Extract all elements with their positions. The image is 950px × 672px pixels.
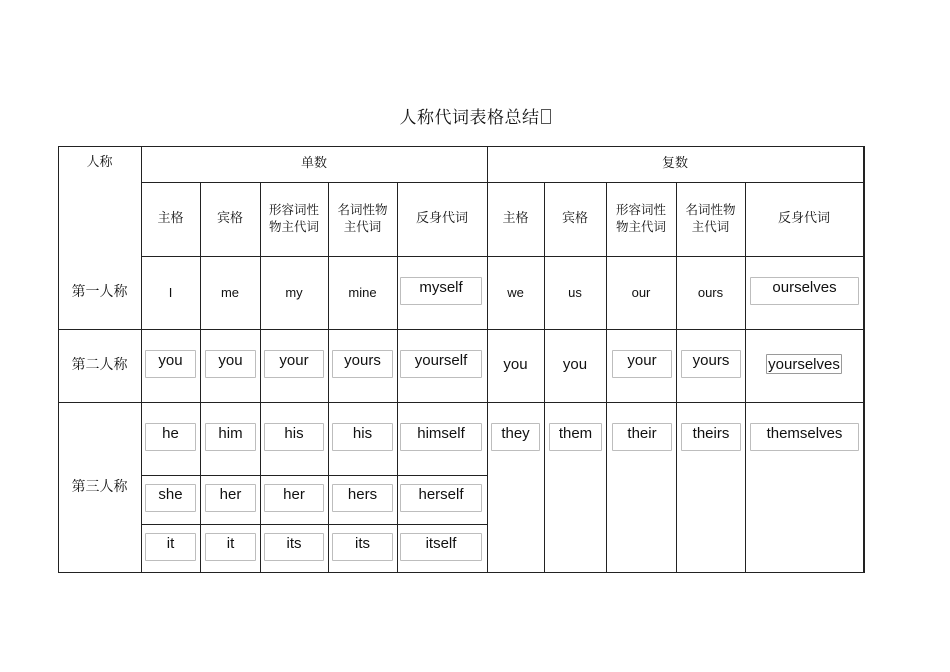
cell-third-plural-noun-possessive: theirs — [681, 423, 741, 451]
col-header-line: 名词性物 — [337, 202, 388, 218]
cell-third-he-object: him — [205, 423, 256, 451]
row2-bottom — [58, 402, 865, 403]
cell-third-it-reflexive: itself — [400, 533, 482, 561]
cell-second-plural-noun-possessive: yours — [681, 350, 741, 378]
cell-third-it-subject: it — [145, 533, 196, 561]
row3a-bottom — [141, 475, 487, 476]
title-text: 人称代词表格总结 — [399, 108, 540, 128]
col-header-subject-plural: 主格 — [502, 211, 529, 227]
cell-third-plural-reflexive: themselves — [750, 423, 859, 451]
cell-third-she-subject: she — [145, 484, 196, 512]
cell-third-plural-adj-possessive: their — [612, 423, 672, 451]
col-header-reflexive-singular: 反身代词 — [415, 211, 468, 227]
col-header-adj-possessive-singular — [260, 182, 328, 256]
row-label-third-person: 第三人称 — [71, 478, 128, 495]
row3b-bottom — [141, 524, 487, 525]
cell-third-he-reflexive: himself — [400, 423, 482, 451]
cell-third-it-noun-possessive: its — [332, 533, 393, 561]
col-header-adj-possessive-plural — [606, 182, 676, 256]
cell-third-she-reflexive: herself — [400, 484, 482, 512]
header-plural: 复数 — [661, 156, 688, 172]
col-header-line: 主代词 — [343, 219, 382, 234]
row-label-second-person: 第二人称 — [71, 357, 128, 374]
header-person: 人称 — [86, 155, 113, 171]
cell-first-singular-reflexive: myself — [400, 277, 482, 305]
col-header-object-plural: 宾格 — [561, 211, 588, 227]
cell-second-singular-reflexive: yourself — [400, 350, 482, 378]
col-header-line: 物主代词 — [615, 219, 666, 234]
cell-first-plural-subject: we — [507, 284, 524, 300]
cell-first-plural-object: us — [568, 284, 582, 300]
cell-first-singular-subject: I — [168, 284, 173, 300]
table-border-bottom — [58, 572, 865, 573]
cell-second-singular-noun-possessive: yours — [332, 350, 393, 378]
col-header-line: 物主代词 — [268, 219, 319, 234]
row-label-first-person: 第一人称 — [71, 284, 128, 301]
cell-first-plural-adj-possessive: our — [631, 284, 651, 300]
cell-third-plural-object: them — [549, 423, 602, 451]
col-header-noun-possessive-plural — [676, 182, 745, 256]
col-header-line: 形容词性 — [268, 202, 319, 218]
cell-second-plural-subject: you — [503, 356, 528, 374]
header-singular: 单数 — [300, 156, 327, 172]
cell-second-singular-object: you — [205, 350, 256, 378]
cell-first-singular-noun-possessive: mine — [348, 284, 377, 300]
cell-second-plural-adj-possessive: your — [612, 350, 672, 378]
cell-first-singular-adj-possessive: my — [285, 284, 303, 300]
cell-third-he-noun-possessive: his — [332, 423, 393, 451]
cell-first-plural-reflexive: ourselves — [750, 277, 859, 305]
cell-third-plural-subject: they — [491, 423, 540, 451]
cell-second-plural-object: you — [562, 356, 588, 374]
cell-second-plural-reflexive: yourselves — [766, 354, 842, 374]
cell-third-she-object: her — [205, 484, 256, 512]
row1-bottom — [58, 329, 865, 330]
cell-second-singular-subject: you — [145, 350, 196, 378]
col-header-line: 主代词 — [691, 219, 730, 234]
cell-first-singular-object: me — [220, 284, 240, 300]
table-border-right — [863, 146, 865, 573]
cell-third-he-adj-possessive: his — [264, 423, 324, 451]
col-header-line: 名词性物 — [685, 202, 736, 218]
col-header-subject-singular: 主格 — [157, 211, 184, 227]
cell-third-she-adj-possessive: her — [264, 484, 324, 512]
cell-third-he-subject: he — [145, 423, 196, 451]
col-header-reflexive-plural: 反身代词 — [777, 211, 830, 227]
cell-third-she-noun-possessive: hers — [332, 484, 393, 512]
cell-second-singular-adj-possessive: your — [264, 350, 324, 378]
cell-third-it-object: it — [205, 533, 256, 561]
cell-first-plural-noun-possessive: ours — [697, 284, 724, 300]
cell-third-it-adj-possessive: its — [264, 533, 324, 561]
col-header-object-singular: 宾格 — [216, 211, 243, 227]
col-header-noun-possessive-singular — [328, 182, 397, 256]
col-header-line: 形容词性 — [615, 202, 666, 218]
